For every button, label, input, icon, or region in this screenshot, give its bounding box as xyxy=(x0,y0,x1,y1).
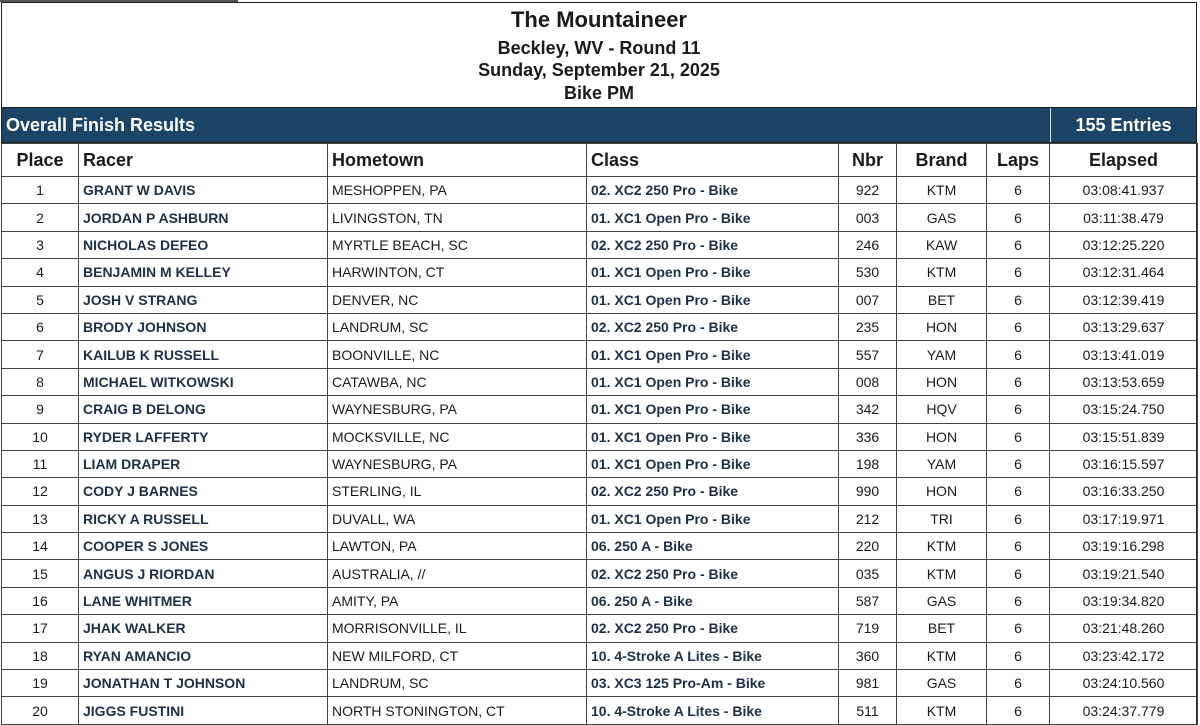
cell-racer: BENJAMIN M KELLEY xyxy=(79,259,328,286)
cell-elapsed: 03:15:51.839 xyxy=(1050,423,1198,450)
cell-class: 02. XC2 250 Pro - Bike xyxy=(587,231,839,258)
cell-hometown: MORRISONVILLE, IL xyxy=(328,615,587,642)
table-row xyxy=(2,670,1198,697)
cell-laps: 6 xyxy=(987,450,1050,477)
cell-brand: HON xyxy=(897,368,987,395)
cell-class: 02. XC2 250 Pro - Bike xyxy=(587,177,839,204)
cell-nbr: 990 xyxy=(839,478,897,505)
header-brand: Brand xyxy=(897,144,987,177)
cell-brand: HON xyxy=(897,423,987,450)
cell-place: 6 xyxy=(2,313,79,340)
cell-racer: JHAK WALKER xyxy=(79,615,328,642)
cell-hometown: AUSTRALIA, // xyxy=(328,560,587,587)
cell-class: 01. XC1 Open Pro - Bike xyxy=(587,396,839,423)
cell-brand: GAS xyxy=(897,670,987,697)
cell-laps: 6 xyxy=(987,177,1050,204)
cell-elapsed: 03:15:24.750 xyxy=(1050,396,1198,423)
cell-elapsed: 03:17:19.971 xyxy=(1050,505,1198,532)
cell-nbr: 342 xyxy=(839,396,897,423)
cell-place: 11 xyxy=(2,450,79,477)
cell-laps: 6 xyxy=(987,341,1050,368)
cell-hometown: LAWTON, PA xyxy=(328,533,587,560)
header-elapsed: Elapsed xyxy=(1050,144,1198,177)
cell-class: 10. 4-Stroke A Lites - Bike xyxy=(587,642,839,669)
table-row xyxy=(2,313,1198,340)
cell-laps: 6 xyxy=(987,396,1050,423)
table-row xyxy=(2,533,1198,560)
cell-class: 01. XC1 Open Pro - Bike xyxy=(587,450,839,477)
cell-racer: JOSH V STRANG xyxy=(79,286,328,313)
cell-hometown: AMITY, PA xyxy=(328,587,587,614)
cell-brand: HQV xyxy=(897,396,987,423)
header-racer: Racer xyxy=(79,144,328,177)
cell-elapsed: 03:11:38.479 xyxy=(1050,204,1198,231)
cell-hometown: LIVINGSTON, TN xyxy=(328,204,587,231)
cell-place: 7 xyxy=(2,341,79,368)
cell-elapsed: 03:19:21.540 xyxy=(1050,560,1198,587)
cell-hometown: WAYNESBURG, PA xyxy=(328,396,587,423)
cell-racer: RICKY A RUSSELL xyxy=(79,505,328,532)
cell-racer: CODY J BARNES xyxy=(79,478,328,505)
cell-racer: MICHAEL WITKOWSKI xyxy=(79,368,328,395)
results-banner xyxy=(2,107,1196,143)
results-document xyxy=(1,2,1197,725)
table-row xyxy=(2,615,1198,642)
cell-laps: 6 xyxy=(987,204,1050,231)
cell-nbr: 719 xyxy=(839,615,897,642)
cell-place: 5 xyxy=(2,286,79,313)
table-row xyxy=(2,231,1198,258)
cell-racer: KAILUB K RUSSELL xyxy=(79,341,328,368)
table-row xyxy=(2,697,1198,724)
cell-class: 02. XC2 250 Pro - Bike xyxy=(587,560,839,587)
cell-brand: GAS xyxy=(897,204,987,231)
cell-class: 02. XC2 250 Pro - Bike xyxy=(587,313,839,340)
table-header-row xyxy=(2,144,1198,177)
cell-nbr: 360 xyxy=(839,642,897,669)
cell-class: 06. 250 A - Bike xyxy=(587,533,839,560)
cell-elapsed: 03:24:37.779 xyxy=(1050,697,1198,724)
cell-brand: BET xyxy=(897,286,987,313)
cell-elapsed: 03:12:25.220 xyxy=(1050,231,1198,258)
cell-racer: BRODY JOHNSON xyxy=(79,313,328,340)
cell-class: 01. XC1 Open Pro - Bike xyxy=(587,423,839,450)
cell-racer: RYAN AMANCIO xyxy=(79,642,328,669)
cell-class: 02. XC2 250 Pro - Bike xyxy=(587,615,839,642)
cell-brand: KTM xyxy=(897,259,987,286)
cell-racer: COOPER S JONES xyxy=(79,533,328,560)
cell-elapsed: 03:16:15.597 xyxy=(1050,450,1198,477)
table-row xyxy=(2,259,1198,286)
cell-nbr: 212 xyxy=(839,505,897,532)
cell-elapsed: 03:13:41.019 xyxy=(1050,341,1198,368)
table-row xyxy=(2,423,1198,450)
cell-hometown: CATAWBA, NC xyxy=(328,368,587,395)
event-session: Bike PM xyxy=(563,83,635,103)
cell-place: 13 xyxy=(2,505,79,532)
cell-racer: RYDER LAFFERTY xyxy=(79,423,328,450)
table-row xyxy=(2,505,1198,532)
header-class: Class xyxy=(587,144,839,177)
cell-elapsed: 03:08:41.937 xyxy=(1050,177,1198,204)
cell-racer: GRANT W DAVIS xyxy=(79,177,328,204)
cell-class: 01. XC1 Open Pro - Bike xyxy=(587,368,839,395)
cell-racer: JIGGS FUSTINI xyxy=(79,697,328,724)
cell-hometown: NEW MILFORD, CT xyxy=(328,642,587,669)
cell-nbr: 246 xyxy=(839,231,897,258)
cell-hometown: DUVALL, WA xyxy=(328,505,587,532)
cell-place: 12 xyxy=(2,478,79,505)
cell-nbr: 557 xyxy=(839,341,897,368)
cell-laps: 6 xyxy=(987,615,1050,642)
cell-nbr: 587 xyxy=(839,587,897,614)
cell-class: 03. XC3 125 Pro-Am - Bike xyxy=(587,670,839,697)
cell-nbr: 198 xyxy=(839,450,897,477)
cell-laps: 6 xyxy=(987,423,1050,450)
cell-brand: KTM xyxy=(897,642,987,669)
cell-hometown: LANDRUM, SC xyxy=(328,670,587,697)
table-row xyxy=(2,478,1198,505)
cell-hometown: MYRTLE BEACH, SC xyxy=(328,231,587,258)
cell-place: 19 xyxy=(2,670,79,697)
entries-count: 155 Entries xyxy=(1075,115,1172,135)
cell-laps: 6 xyxy=(987,505,1050,532)
cell-place: 18 xyxy=(2,642,79,669)
cell-brand: BET xyxy=(897,615,987,642)
cell-racer: CRAIG B DELONG xyxy=(79,396,328,423)
cell-laps: 6 xyxy=(987,259,1050,286)
cell-place: 17 xyxy=(2,615,79,642)
cell-hometown: NORTH STONINGTON, CT xyxy=(328,697,587,724)
cell-hometown: MESHOPPEN, PA xyxy=(328,177,587,204)
cell-class: 01. XC1 Open Pro - Bike xyxy=(587,286,839,313)
cell-hometown: LANDRUM, SC xyxy=(328,313,587,340)
cell-elapsed: 03:12:31.464 xyxy=(1050,259,1198,286)
banner-title: Overall Finish Results xyxy=(6,115,196,135)
cell-laps: 6 xyxy=(987,587,1050,614)
cell-hometown: WAYNESBURG, PA xyxy=(328,450,587,477)
cell-brand: TRI xyxy=(897,505,987,532)
cell-class: 01. XC1 Open Pro - Bike xyxy=(587,505,839,532)
cell-nbr: 235 xyxy=(839,313,897,340)
cell-brand: HON xyxy=(897,478,987,505)
cell-place: 2 xyxy=(2,204,79,231)
cell-nbr: 981 xyxy=(839,670,897,697)
cell-place: 10 xyxy=(2,423,79,450)
cell-laps: 6 xyxy=(987,478,1050,505)
cell-hometown: STERLING, IL xyxy=(328,478,587,505)
header-laps: Laps xyxy=(987,144,1050,177)
header-place: Place xyxy=(2,144,79,177)
cell-place: 14 xyxy=(2,533,79,560)
cell-brand: KAW xyxy=(897,231,987,258)
cell-brand: YAM xyxy=(897,450,987,477)
cell-class: 06. 250 A - Bike xyxy=(587,587,839,614)
cell-class: 01. XC1 Open Pro - Bike xyxy=(587,204,839,231)
table-row xyxy=(2,341,1198,368)
cell-nbr: 530 xyxy=(839,259,897,286)
cell-nbr: 035 xyxy=(839,560,897,587)
cell-racer: ANGUS J RIORDAN xyxy=(79,560,328,587)
cell-laps: 6 xyxy=(987,368,1050,395)
table-row xyxy=(2,396,1198,423)
cell-place: 16 xyxy=(2,587,79,614)
cell-elapsed: 03:13:53.659 xyxy=(1050,368,1198,395)
cell-elapsed: 03:24:10.560 xyxy=(1050,670,1198,697)
cell-nbr: 220 xyxy=(839,533,897,560)
results-body xyxy=(2,177,1198,725)
cell-nbr: 003 xyxy=(839,204,897,231)
cell-brand: HON xyxy=(897,313,987,340)
cell-place: 15 xyxy=(2,560,79,587)
results-table xyxy=(1,143,1198,725)
cell-nbr: 007 xyxy=(839,286,897,313)
cell-class: 10. 4-Stroke A Lites - Bike xyxy=(587,697,839,724)
cell-place: 8 xyxy=(2,368,79,395)
cell-hometown: HARWINTON, CT xyxy=(328,259,587,286)
cell-hometown: MOCKSVILLE, NC xyxy=(328,423,587,450)
table-row xyxy=(2,368,1198,395)
cell-class: 02. XC2 250 Pro - Bike xyxy=(587,478,839,505)
table-row xyxy=(2,560,1198,587)
cell-elapsed: 03:16:33.250 xyxy=(1050,478,1198,505)
cell-racer: JORDAN P ASHBURN xyxy=(79,204,328,231)
cell-laps: 6 xyxy=(987,560,1050,587)
cell-elapsed: 03:13:29.637 xyxy=(1050,313,1198,340)
cell-hometown: BOONVILLE, NC xyxy=(328,341,587,368)
cell-laps: 6 xyxy=(987,697,1050,724)
cell-place: 4 xyxy=(2,259,79,286)
cell-racer: LANE WHITMER xyxy=(79,587,328,614)
cell-elapsed: 03:19:34.820 xyxy=(1050,587,1198,614)
cell-laps: 6 xyxy=(987,670,1050,697)
cell-elapsed: 03:21:48.260 xyxy=(1050,615,1198,642)
cell-class: 01. XC1 Open Pro - Bike xyxy=(587,259,839,286)
header-hometown: Hometown xyxy=(328,144,587,177)
cell-nbr: 511 xyxy=(839,697,897,724)
cell-nbr: 008 xyxy=(839,368,897,395)
cell-brand: KTM xyxy=(897,697,987,724)
cell-place: 20 xyxy=(2,697,79,724)
cell-nbr: 922 xyxy=(839,177,897,204)
cell-place: 3 xyxy=(2,231,79,258)
cell-nbr: 336 xyxy=(839,423,897,450)
cell-elapsed: 03:19:16.298 xyxy=(1050,533,1198,560)
cell-brand: KTM xyxy=(897,533,987,560)
table-row xyxy=(2,177,1198,204)
cell-laps: 6 xyxy=(987,642,1050,669)
cell-racer: NICHOLAS DEFEO xyxy=(79,231,328,258)
cell-brand: YAM xyxy=(897,341,987,368)
cell-laps: 6 xyxy=(987,286,1050,313)
table-row xyxy=(2,286,1198,313)
header-nbr: Nbr xyxy=(839,144,897,177)
cell-elapsed: 03:12:39.419 xyxy=(1050,286,1198,313)
cell-hometown: DENVER, NC xyxy=(328,286,587,313)
cell-laps: 6 xyxy=(987,313,1050,340)
event-date: Sunday, September 21, 2025 xyxy=(478,60,720,80)
cell-laps: 6 xyxy=(987,231,1050,258)
cell-laps: 6 xyxy=(987,533,1050,560)
table-row xyxy=(2,450,1198,477)
cell-place: 9 xyxy=(2,396,79,423)
cell-racer: LIAM DRAPER xyxy=(79,450,328,477)
cell-brand: KTM xyxy=(897,560,987,587)
event-header xyxy=(2,3,1196,107)
event-title: The Mountaineer xyxy=(510,7,687,32)
cell-brand: GAS xyxy=(897,587,987,614)
cell-elapsed: 03:23:42.172 xyxy=(1050,642,1198,669)
table-row xyxy=(2,204,1198,231)
table-row xyxy=(2,587,1198,614)
event-location: Beckley, WV - Round 11 xyxy=(497,38,701,58)
cell-racer: JONATHAN T JOHNSON xyxy=(79,670,328,697)
cell-class: 01. XC1 Open Pro - Bike xyxy=(587,341,839,368)
table-row xyxy=(2,642,1198,669)
cell-brand: KTM xyxy=(897,177,987,204)
cell-place: 1 xyxy=(2,177,79,204)
